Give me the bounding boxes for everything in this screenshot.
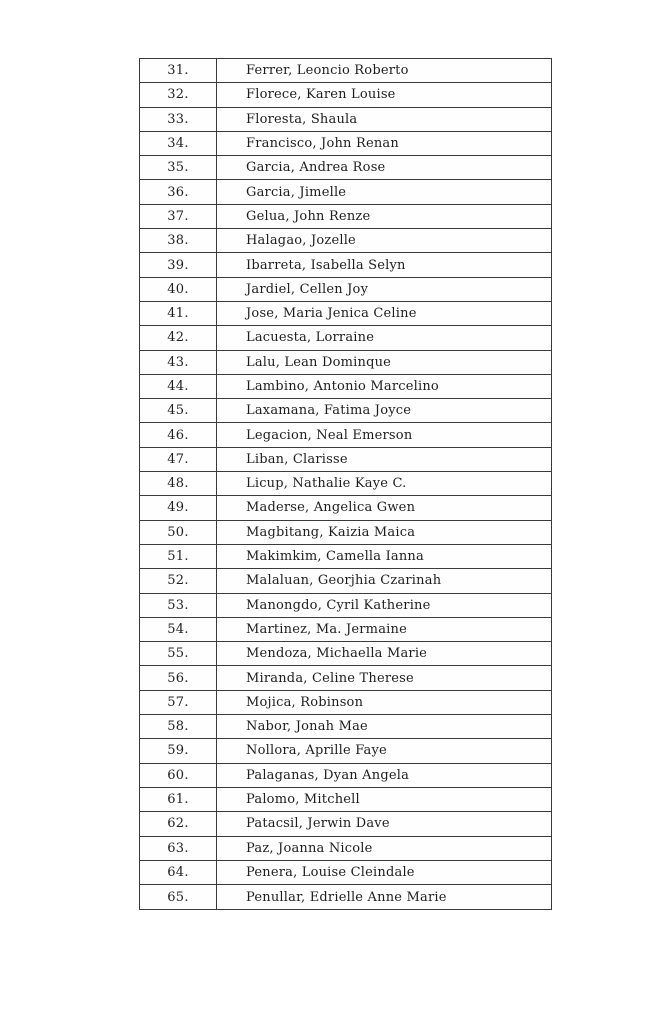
student-name: Ibarreta, Isabella Selyn	[246, 257, 406, 273]
student-name: Laxamana, Fatima Joyce	[246, 403, 412, 419]
student-name: Mojica, Robinson	[246, 694, 364, 710]
student-name: Patacsil, Jerwin Dave	[246, 816, 390, 832]
table-row	[140, 594, 551, 618]
table-row	[140, 521, 551, 545]
row-number: 56.	[140, 666, 217, 689]
row-number: 60.	[140, 764, 217, 787]
row-number: 38.	[140, 229, 217, 252]
row-number: 53.	[140, 594, 217, 617]
student-name: Mendoza, Michaella Marie	[246, 646, 428, 662]
table-row	[140, 618, 551, 642]
table-row	[140, 59, 551, 83]
student-name: Jardiel, Cellen Joy	[246, 281, 369, 297]
name-roster-table	[139, 58, 552, 910]
row-number: 31.	[140, 59, 217, 82]
row-number: 35.	[140, 156, 217, 179]
table-row	[140, 229, 551, 253]
student-name: Penullar, Edrielle Anne Marie	[246, 889, 447, 905]
student-name: Floresta, Shaula	[246, 111, 358, 127]
student-name: Garcia, Andrea Rose	[246, 160, 386, 176]
table-row	[140, 326, 551, 350]
row-number: 61.	[140, 788, 217, 811]
row-number: 39.	[140, 253, 217, 276]
table-row	[140, 715, 551, 739]
row-number: 57.	[140, 691, 217, 714]
table-row	[140, 569, 551, 593]
row-number: 64.	[140, 861, 217, 884]
table-row	[140, 496, 551, 520]
table-row	[140, 472, 551, 496]
table-row	[140, 156, 551, 180]
table-row	[140, 861, 551, 885]
table-row	[140, 351, 551, 375]
table-row	[140, 375, 551, 399]
student-name: Gelua, John Renze	[246, 208, 371, 224]
table-row	[140, 132, 551, 156]
row-number: 42.	[140, 326, 217, 349]
row-number: 52.	[140, 569, 217, 592]
row-number: 55.	[140, 642, 217, 665]
row-number: 36.	[140, 180, 217, 203]
row-number: 51.	[140, 545, 217, 568]
row-number: 46.	[140, 423, 217, 446]
table-row	[140, 399, 551, 423]
row-number: 32.	[140, 83, 217, 106]
row-number: 48.	[140, 472, 217, 495]
student-name: Martinez, Ma. Jermaine	[246, 621, 407, 637]
student-name: Miranda, Celine Therese	[246, 670, 414, 686]
table-row	[140, 108, 551, 132]
row-number: 50.	[140, 521, 217, 544]
student-name: Francisco, John Renan	[246, 136, 399, 152]
row-number: 49.	[140, 496, 217, 519]
student-name: Ferrer, Leoncio Roberto	[246, 63, 409, 79]
row-number: 47.	[140, 448, 217, 471]
student-name: Lacuesta, Lorraine	[246, 330, 375, 346]
student-name: Palomo, Mitchell	[246, 792, 360, 808]
student-name: Halagao, Jozelle	[246, 233, 356, 249]
table-row	[140, 448, 551, 472]
row-number: 33.	[140, 108, 217, 131]
student-name: Garcia, Jimelle	[246, 184, 347, 200]
table-row	[140, 788, 551, 812]
student-name: Nollora, Aprille Faye	[246, 743, 387, 759]
table-row	[140, 691, 551, 715]
student-name: Lalu, Lean Dominque	[246, 354, 392, 370]
table-row	[140, 278, 551, 302]
student-name: Licup, Nathalie Kaye C.	[246, 476, 407, 492]
row-number: 41.	[140, 302, 217, 325]
table-row	[140, 812, 551, 836]
student-name: Manongdo, Cyril Katherine	[246, 597, 431, 613]
student-name: Lambino, Antonio Marcelino	[246, 379, 439, 394]
row-number: 62.	[140, 812, 217, 835]
table-row	[140, 545, 551, 569]
row-number: 58.	[140, 715, 217, 738]
student-name: Paz, Joanna Nicole	[246, 840, 373, 856]
table-row	[140, 739, 551, 763]
row-number: 43.	[140, 351, 217, 374]
table-row	[140, 837, 551, 861]
table-row	[140, 642, 551, 666]
table-row	[140, 302, 551, 326]
row-number: 34.	[140, 132, 217, 155]
table-row	[140, 205, 551, 229]
student-name: Maderse, Angelica Gwen	[246, 500, 416, 516]
row-number: 40.	[140, 278, 217, 301]
table-row	[140, 423, 551, 447]
student-name: Makimkim, Camella Ianna	[246, 549, 424, 565]
table-row	[140, 764, 551, 788]
student-name: Jose, Maria Jenica Celine	[246, 306, 417, 322]
row-number: 59.	[140, 739, 217, 762]
student-name: Nabor, Jonah Mae	[246, 719, 368, 735]
table-row	[140, 180, 551, 204]
student-name: Legacion, Neal Emerson	[246, 427, 413, 443]
student-name: Florece, Karen Louise	[246, 87, 396, 103]
table-row	[140, 885, 551, 909]
row-number: 65.	[140, 885, 217, 909]
row-number: 54.	[140, 618, 217, 641]
student-name: Penera, Louise Cleindale	[246, 864, 415, 880]
student-name: Malaluan, Georjhia Czarinah	[246, 573, 442, 589]
table-row	[140, 666, 551, 690]
row-number: 37.	[140, 205, 217, 228]
row-number: 45.	[140, 399, 217, 422]
row-number: 44.	[140, 375, 217, 398]
row-number: 63.	[140, 837, 217, 860]
student-name: Magbitang, Kaizia Maica	[246, 524, 416, 540]
table-row	[140, 83, 551, 107]
student-name: Liban, Clarisse	[246, 451, 348, 467]
student-name: Palaganas, Dyan Angela	[246, 767, 410, 783]
table-row	[140, 253, 551, 277]
